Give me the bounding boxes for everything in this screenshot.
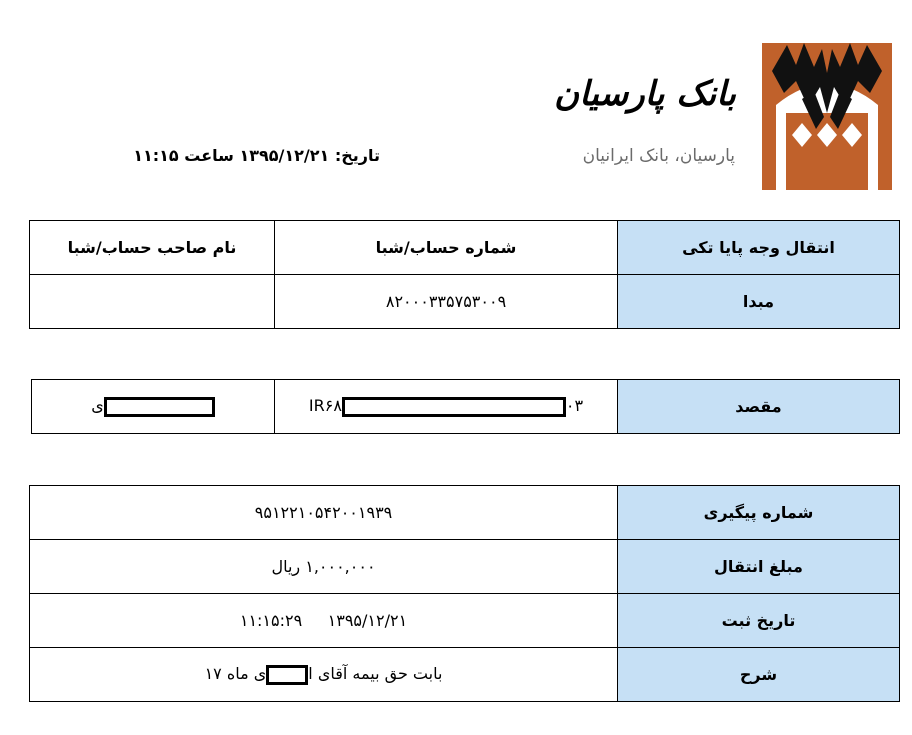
- description-part-1: بابت حق بیمه آقای ا: [308, 664, 443, 684]
- tracking-number-value: ۹۵۱۲۲۱۰۵۴۲۰۰۱۹۳۹: [30, 486, 618, 540]
- bank-slogan: پارسیان، بانک ایرانیان: [582, 146, 735, 166]
- owner-name-fragment: ی: [91, 396, 104, 416]
- origin-owner-name: [30, 275, 275, 329]
- registration-date-value: ۱۳۹۵/۱۲/۲۱ ۱۱:۱۵:۲۹: [30, 594, 618, 648]
- owner-column-heading: نام صاحب حساب/شبا: [30, 221, 275, 275]
- tracking-number-label: شماره پیگیری: [618, 486, 900, 540]
- destination-iban: [275, 380, 618, 434]
- iban-suffix: ۰۳: [565, 396, 584, 416]
- destination-owner-name: [32, 380, 275, 434]
- bank-logo-icon: [762, 43, 892, 190]
- redaction-box: [104, 397, 215, 417]
- redaction-box: [342, 397, 566, 417]
- receipt-date-time: تاریخ: ۱۳۹۵/۱۲/۲۱ ساعت ۱۱:۱۵: [133, 146, 380, 165]
- registration-date-label: تاریخ ثبت: [618, 594, 900, 648]
- amount-value: ۱,۰۰۰,۰۰۰ ریال: [30, 540, 618, 594]
- iban-prefix: IR۶۸: [308, 396, 342, 416]
- origin-account-number: ۸۲۰۰۰۳۳۵۷۵۳۰۰۹: [275, 275, 618, 329]
- details-table: [29, 485, 900, 702]
- description-part-2: ی ماه ۱۷: [204, 664, 267, 684]
- transfer-type-heading: انتقال وجه پایا تکی: [618, 221, 900, 275]
- account-column-heading: شماره حساب/شبا: [275, 221, 618, 275]
- bank-name: بانک پارسیان: [554, 74, 736, 114]
- destination-label: مقصد: [618, 380, 900, 434]
- description-label: شرح: [618, 648, 900, 702]
- amount-label: مبلغ انتقال: [618, 540, 900, 594]
- origin-table: [29, 220, 900, 329]
- redaction-box: [266, 665, 308, 685]
- origin-label: مبدا: [618, 275, 900, 329]
- destination-table: [31, 379, 900, 434]
- description-value: [30, 648, 618, 702]
